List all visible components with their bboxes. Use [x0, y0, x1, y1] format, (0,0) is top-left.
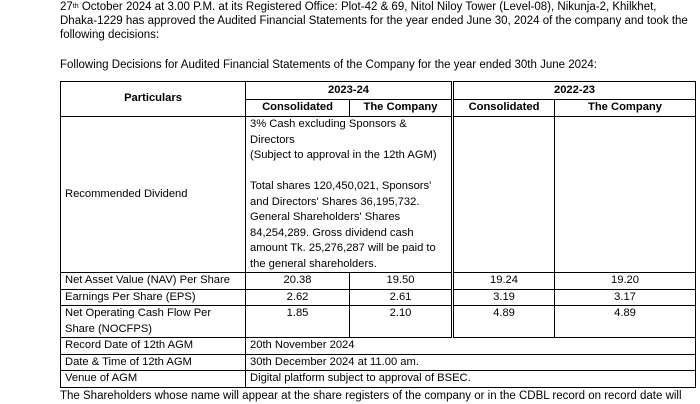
dividend-detail: Total shares 120,450,021, Sponsors' and Directors' Shares 36,195,732. General Shareholders' Shares 84,254,289. Gross dividend cash amount Tk. 25,276,287 will be paid to the general shareholders. — [250, 180, 436, 270]
record-date-row — [61, 338, 696, 355]
nav-label: Net Asset Value (NAV) Per Share — [61, 273, 246, 290]
record-date-value: 20th November 2024 — [246, 338, 696, 355]
nav-consolidated-2023-24: 20.38 — [246, 273, 350, 290]
intro-line-1: 27th October 2024 at 3.00 P.M. at its Registered Office: Plot-42 & 69, Nitol Niloy Tower (Level-08), Nikunja-2, Khilkhet, — [60, 1, 657, 13]
particulars-header: Particulars — [61, 82, 246, 117]
dividend-2022-company — [555, 117, 696, 273]
eps-row — [61, 289, 696, 306]
eps-label: Earnings Per Share (EPS) — [61, 289, 246, 306]
venue-label: Venue of AGM — [61, 371, 246, 388]
agm-datetime-label: Date & Time of 12th AGM — [61, 354, 246, 371]
eps-consolidated-2023-24: 2.62 — [246, 289, 350, 306]
nocfps-consolidated-2023-24: 1.85 — [246, 306, 350, 338]
dividend-2022-consolidated — [453, 117, 555, 273]
dividend-line-2: (Subject to approval in the 12th AGM) — [250, 149, 437, 161]
dividend-row — [61, 117, 696, 273]
dividend-label: Recommended Dividend — [61, 117, 246, 273]
eps-company-2023-24: 2.61 — [350, 289, 453, 306]
intro-line-2: Dhaka-1229 has approved the Audited Financial Statements for the year ended June 30, 2024 of the company and took the — [60, 15, 688, 27]
decisions-heading: Following Decisions for Audited Financial Statements of the Company for the year ended 30th June 2024: — [60, 59, 597, 71]
nocfps-company-2022-23: 4.89 — [555, 306, 696, 338]
year-2022-23-header: 2022-23 — [453, 82, 696, 100]
nav-row — [61, 273, 696, 290]
company-2022-23-header: The Company — [555, 99, 696, 117]
nocfps-company-2023-24: 2.10 — [350, 306, 453, 338]
nav-company-2023-24: 19.50 — [350, 273, 453, 290]
venue-row — [61, 371, 696, 388]
consolidated-2022-23-header: Consolidated — [453, 99, 555, 117]
eps-consolidated-2022-23: 3.19 — [453, 289, 555, 306]
nav-consolidated-2022-23: 19.24 — [453, 273, 555, 290]
year-2023-24-header: 2023-24 — [246, 82, 453, 100]
nocfps-consolidated-2022-23: 4.89 — [453, 306, 555, 338]
financial-decisions-table — [60, 81, 696, 388]
company-2023-24-header: The Company — [350, 99, 453, 117]
agm-datetime-row — [61, 354, 696, 371]
footer-paragraph-line: The Shareholders whose name will appear at the share registers of the company or in the CDBL record on record date will — [60, 390, 682, 402]
eps-company-2022-23: 3.17 — [555, 289, 696, 306]
dividend-line-1: 3% Cash excluding Sponsors & Directors — [250, 118, 407, 146]
dividend-value — [246, 117, 453, 273]
nocfps-label: Net Operating Cash Flow Per Share (NOCFPS) — [61, 306, 246, 338]
header-row-years — [61, 82, 696, 100]
intro-line-3: following decisions: — [60, 29, 160, 41]
venue-value: Digital platform subject to approval of BSEC. — [246, 371, 696, 388]
record-date-label: Record Date of 12th AGM — [61, 338, 246, 355]
nocfps-row — [61, 306, 696, 338]
nav-company-2022-23: 19.20 — [555, 273, 696, 290]
consolidated-2023-24-header: Consolidated — [246, 99, 350, 117]
agm-datetime-value: 30th December 2024 at 11.00 am. — [246, 354, 696, 371]
